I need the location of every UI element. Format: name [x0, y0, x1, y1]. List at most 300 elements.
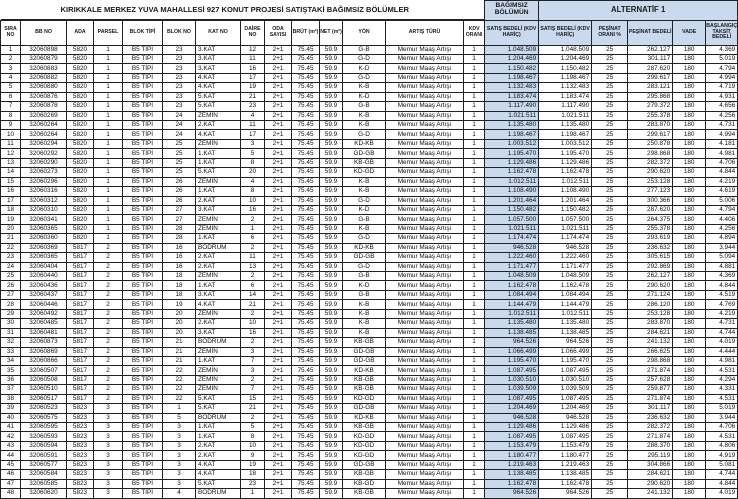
col-pesinat-bedeli-cell: 290.620	[628, 479, 673, 488]
col-kat-no-cell: 5.KAT	[196, 92, 241, 101]
col-pesinat-orani-cell: 25	[592, 177, 628, 186]
col-ada-cell: 5820	[67, 187, 94, 196]
col-artis-turu-cell: Memur Maaş Artışı	[386, 489, 464, 498]
col-daire-no-cell: 2	[241, 309, 265, 318]
table-row	[1, 205, 738, 214]
col-pesinat-bedeli-header: PEŞİNAT BEDELİ	[628, 20, 673, 45]
col-baslangic-taksit-cell: 4.894	[706, 234, 738, 243]
col-vade-cell: 180	[673, 73, 706, 82]
col-satis-bedeli-cell: 1.030.510	[485, 375, 539, 384]
table-row	[1, 224, 738, 233]
col-net-cell: 59.9	[320, 385, 343, 394]
col-brut-cell: 75.45	[292, 366, 320, 375]
col-alt-satis-bedeli-cell: 1.171.477	[539, 262, 592, 271]
col-oda-sayisi-cell: 2+1	[265, 281, 292, 290]
col-pesinat-orani-cell: 25	[592, 300, 628, 309]
col-pesinat-orani-cell: 25	[592, 470, 628, 479]
col-artis-turu-cell: Memur Maaş Artışı	[386, 168, 464, 177]
table-row	[1, 432, 738, 441]
col-vade-cell: 180	[673, 413, 706, 422]
col-baslangic-taksit-cell: 4.519	[706, 290, 738, 299]
col-ada-cell: 5823	[67, 489, 94, 498]
col-artis-turu-cell: Memur Maaş Artışı	[386, 404, 464, 413]
col-oda-sayisi-cell: 2+1	[265, 205, 292, 214]
col-brut-cell: 75.45	[292, 272, 320, 281]
col-oda-sayisi-cell: 2+1	[265, 489, 292, 498]
col-satis-bedeli-cell: 946.528	[485, 243, 539, 252]
col-oda-sayisi-cell: 2+1	[265, 130, 292, 139]
col-baslangic-taksit-cell: 5.019	[706, 54, 738, 63]
col-artis-turu-cell: Memur Maaş Artışı	[386, 64, 464, 73]
col-oda-sayisi-cell: 2+1	[265, 309, 292, 318]
col-brut-header: BRÜT (m²)	[292, 20, 320, 45]
col-alt-satis-bedeli-cell: 1.066.499	[539, 347, 592, 356]
table-row	[1, 281, 738, 290]
col-blok-tipi-cell: B5 TİPİ	[123, 413, 163, 422]
col-vade-cell: 180	[673, 404, 706, 413]
col-kdv-orani-cell: 1	[464, 281, 485, 290]
col-net-cell: 59.9	[320, 394, 343, 403]
col-oda-sayisi-cell: 2+1	[265, 479, 292, 488]
col-sira-no-cell: 29	[1, 309, 21, 318]
col-sira-no-cell: 8	[1, 111, 21, 120]
col-blok-no-cell: 26	[163, 196, 196, 205]
table-row	[1, 158, 738, 167]
col-pesinat-orani-cell: 25	[592, 262, 628, 271]
col-brut-cell: 75.45	[292, 158, 320, 167]
col-artis-turu-cell: Memur Maaş Artışı	[386, 92, 464, 101]
col-artis-turu-cell: Memur Maaş Artışı	[386, 215, 464, 224]
col-blok-no-cell: 26	[163, 187, 196, 196]
col-yon-cell: KD-GD	[343, 441, 386, 450]
col-pesinat-bedeli-cell: 271.124	[628, 290, 673, 299]
col-sira-no-cell: 23	[1, 253, 21, 262]
col-ada-cell: 5820	[67, 102, 94, 111]
col-bb-no-cell: 32060273	[21, 168, 67, 177]
col-daire-no-cell: 21	[241, 404, 265, 413]
col-ada-cell: 5820	[67, 92, 94, 101]
col-blok-no-cell: 3	[163, 460, 196, 469]
col-alt-satis-bedeli-cell: 1.003.512	[539, 139, 592, 148]
col-pesinat-orani-cell: 25	[592, 121, 628, 130]
col-kat-no-cell: 2.KAT	[196, 262, 241, 271]
col-alt-satis-bedeli-cell: 964.526	[539, 338, 592, 347]
table-row	[1, 479, 738, 488]
col-kat-no-cell: 3.KAT	[196, 64, 241, 73]
table-row	[1, 404, 738, 413]
table-row	[1, 375, 738, 384]
col-blok-tipi-cell: B5 TİPİ	[123, 460, 163, 469]
col-net-cell: 59.9	[320, 413, 343, 422]
col-kat-no-cell: 3.KAT	[196, 328, 241, 337]
col-parsel-cell: 2	[94, 394, 123, 403]
col-alt-satis-bedeli-cell: 1.144.479	[539, 300, 592, 309]
column-header-row	[1, 20, 738, 45]
col-daire-no-cell: 9	[241, 451, 265, 460]
col-satis-bedeli-header: SATIŞ BEDELİ (KDV HARİÇ)	[485, 20, 539, 45]
col-pesinat-bedeli-cell: 271.874	[628, 366, 673, 375]
col-vade-cell: 180	[673, 423, 706, 432]
col-blok-tipi-cell: B5 TİPİ	[123, 187, 163, 196]
col-baslangic-taksit-cell: 4.444	[706, 347, 738, 356]
col-alt-satis-bedeli-cell: 1.048.509	[539, 272, 592, 281]
col-pesinat-orani-cell: 25	[592, 234, 628, 243]
col-net-cell: 59.9	[320, 243, 343, 252]
col-net-cell: 59.9	[320, 451, 343, 460]
col-daire-no-cell: 7	[241, 385, 265, 394]
col-baslangic-taksit-cell: 4.019	[706, 489, 738, 498]
col-kat-no-cell: 2.KAT	[196, 121, 241, 130]
col-oda-sayisi-cell: 2+1	[265, 234, 292, 243]
col-kdv-orani-cell: 1	[464, 394, 485, 403]
col-pesinat-orani-cell: 25	[592, 168, 628, 177]
col-pesinat-bedeli-cell: 262.127	[628, 45, 673, 54]
col-ada-cell: 5817	[67, 243, 94, 252]
col-pesinat-orani-cell: 25	[592, 83, 628, 92]
col-vade-cell: 180	[673, 83, 706, 92]
col-ada-cell: 5823	[67, 470, 94, 479]
col-blok-tipi-cell: B5 TİPİ	[123, 470, 163, 479]
col-yon-cell: KB-GD	[343, 479, 386, 488]
col-bb-no-cell: 32060594	[21, 441, 67, 450]
col-satis-bedeli-cell: 1.066.499	[485, 347, 539, 356]
col-daire-no-cell: 17	[241, 130, 265, 139]
col-baslangic-taksit-cell: 4.931	[706, 92, 738, 101]
col-ada-header: ADA	[67, 20, 94, 45]
col-brut-cell: 75.45	[292, 347, 320, 356]
col-sira-no-cell: 28	[1, 300, 21, 309]
col-sira-no-cell: 35	[1, 366, 21, 375]
col-bb-no-cell: 32060341	[21, 215, 67, 224]
col-kat-no-cell: 2.KAT	[196, 319, 241, 328]
col-artis-turu-cell: Memur Maaş Artışı	[386, 451, 464, 460]
col-kat-no-cell: 4.KAT	[196, 73, 241, 82]
col-baslangic-taksit-cell: 4.219	[706, 309, 738, 318]
col-bb-no-cell: 32060620	[21, 489, 67, 498]
col-blok-tipi-cell: B5 TİPİ	[123, 83, 163, 92]
col-alt-satis-bedeli-cell: 1.129.486	[539, 423, 592, 432]
col-ada-cell: 5817	[67, 394, 94, 403]
col-blok-no-cell: 5	[163, 413, 196, 422]
col-sira-no-cell: 37	[1, 385, 21, 394]
col-pesinat-orani-cell: 25	[592, 451, 628, 460]
col-baslangic-taksit-cell: 4.019	[706, 338, 738, 347]
col-alt-satis-bedeli-cell: 964.526	[539, 489, 592, 498]
col-satis-bedeli-cell: 1.204.469	[485, 404, 539, 413]
col-vade-cell: 180	[673, 243, 706, 252]
col-kdv-orani-cell: 1	[464, 168, 485, 177]
col-baslangic-taksit-cell: 5.094	[706, 253, 738, 262]
table-row	[1, 300, 738, 309]
col-alt-satis-bedeli-cell: 1.183.474	[539, 92, 592, 101]
col-blok-no-cell: 24	[163, 130, 196, 139]
col-kat-no-cell: 3.KAT	[196, 290, 241, 299]
col-ada-cell: 5820	[67, 111, 94, 120]
col-alt-satis-bedeli-cell: 1.048.509	[539, 45, 592, 54]
col-blok-tipi-cell: B5 TİPİ	[123, 272, 163, 281]
table-row	[1, 328, 738, 337]
col-oda-sayisi-cell: 2+1	[265, 187, 292, 196]
col-baslangic-taksit-cell: 4.369	[706, 272, 738, 281]
col-ada-cell: 5817	[67, 272, 94, 281]
document-title: KIRIKKALE MERKEZ YUVA MAHALLESİ 927 KONUT PROJESİ SATIŞTAKİ BAĞIMSIZ BÖLÜMLER	[1, 1, 485, 20]
col-satis-bedeli-cell: 1.012.511	[485, 177, 539, 186]
col-oda-sayisi-cell: 2+1	[265, 224, 292, 233]
col-baslangic-taksit-cell: 4.706	[706, 423, 738, 432]
col-daire-no-cell: 11	[241, 121, 265, 130]
col-pesinat-bedeli-cell: 282.372	[628, 158, 673, 167]
col-kat-no-cell: ZEMİN	[196, 224, 241, 233]
col-sira-no-cell: 31	[1, 328, 21, 337]
col-oda-sayisi-cell: 2+1	[265, 470, 292, 479]
col-vade-cell: 180	[673, 328, 706, 337]
col-artis-turu-cell: Memur Maaş Artışı	[386, 385, 464, 394]
col-sira-no-cell: 27	[1, 290, 21, 299]
col-yon-cell: KD-GD	[343, 394, 386, 403]
col-yon-cell: G-B	[343, 102, 386, 111]
col-kdv-orani-cell: 1	[464, 54, 485, 63]
table-row	[1, 272, 738, 281]
col-yon-cell: G-B	[343, 45, 386, 54]
col-net-cell: 59.9	[320, 281, 343, 290]
col-blok-tipi-cell: B5 TİPİ	[123, 347, 163, 356]
col-bb-no-cell: 32060873	[21, 338, 67, 347]
col-satis-bedeli-cell: 1.003.512	[485, 139, 539, 148]
col-brut-cell: 75.45	[292, 375, 320, 384]
col-net-cell: 59.9	[320, 300, 343, 309]
col-ada-cell: 5820	[67, 149, 94, 158]
col-ada-cell: 5823	[67, 423, 94, 432]
col-blok-no-cell: 20	[163, 328, 196, 337]
col-artis-turu-cell: Memur Maaş Artışı	[386, 432, 464, 441]
col-bb-no-cell: 32060365	[21, 224, 67, 233]
col-baslangic-taksit-cell: 4.981	[706, 149, 738, 158]
col-vade-cell: 180	[673, 290, 706, 299]
col-bb-no-cell: 32060269	[21, 111, 67, 120]
col-blok-no-cell: 25	[163, 158, 196, 167]
col-pesinat-orani-cell: 25	[592, 272, 628, 281]
col-parsel-cell: 1	[94, 234, 123, 243]
col-ada-cell: 5823	[67, 451, 94, 460]
col-satis-bedeli-cell: 1.087.495	[485, 432, 539, 441]
col-alt-satis-bedeli-cell: 1.219.463	[539, 460, 592, 469]
col-satis-bedeli-cell: 1.153.479	[485, 441, 539, 450]
col-artis-turu-cell: Memur Maaş Artışı	[386, 281, 464, 290]
col-alt-satis-bedeli-cell: 1.108.490	[539, 187, 592, 196]
col-pesinat-bedeli-cell: 284.621	[628, 470, 673, 479]
col-brut-cell: 75.45	[292, 73, 320, 82]
col-alt-satis-bedeli-cell: 1.132.483	[539, 83, 592, 92]
col-pesinat-bedeli-cell: 253.128	[628, 309, 673, 318]
col-baslangic-taksit-cell: 4.531	[706, 366, 738, 375]
col-kat-no-cell: ZEMİN	[196, 385, 241, 394]
col-daire-no-cell: 23	[241, 479, 265, 488]
col-daire-no-cell: 8	[241, 158, 265, 167]
col-parsel-cell: 2	[94, 290, 123, 299]
col-net-cell: 59.9	[320, 262, 343, 271]
col-yon-cell: G-B	[343, 272, 386, 281]
col-satis-bedeli-cell: 1.021.511	[485, 224, 539, 233]
col-blok-tipi-cell: B5 TİPİ	[123, 385, 163, 394]
col-kdv-orani-cell: 1	[464, 102, 485, 111]
col-vade-cell: 180	[673, 385, 706, 394]
col-satis-bedeli-cell: 1.087.495	[485, 394, 539, 403]
col-blok-no-cell: 23	[163, 102, 196, 111]
col-oda-sayisi-cell: 2+1	[265, 394, 292, 403]
col-kdv-orani-header: KDV ORANI	[464, 20, 485, 45]
col-blok-no-cell: 16	[163, 262, 196, 271]
col-net-cell: 59.9	[320, 338, 343, 347]
col-alt-satis-bedeli-cell: 1.021.511	[539, 111, 592, 120]
col-vade-cell: 180	[673, 338, 706, 347]
col-artis-turu-cell: Memur Maaş Artışı	[386, 460, 464, 469]
col-kat-no-cell: 4.KAT	[196, 460, 241, 469]
table-row	[1, 64, 738, 73]
col-net-cell: 59.9	[320, 489, 343, 498]
col-kat-no-cell: 1.KAT	[196, 158, 241, 167]
col-pesinat-bedeli-cell: 282.372	[628, 423, 673, 432]
col-sira-no-cell: 5	[1, 83, 21, 92]
col-ada-cell: 5817	[67, 262, 94, 271]
col-kdv-orani-cell: 1	[464, 404, 485, 413]
col-baslangic-taksit-cell: 4.531	[706, 394, 738, 403]
col-vade-cell: 180	[673, 479, 706, 488]
col-sira-no-cell: 24	[1, 262, 21, 271]
col-artis-turu-cell: Memur Maaş Artışı	[386, 83, 464, 92]
col-pesinat-orani-cell: 25	[592, 102, 628, 111]
col-brut-cell: 75.45	[292, 121, 320, 130]
col-net-cell: 59.9	[320, 253, 343, 262]
col-blok-tipi-cell: B5 TİPİ	[123, 102, 163, 111]
col-vade-cell: 180	[673, 177, 706, 186]
col-ada-cell: 5817	[67, 366, 94, 375]
col-pesinat-orani-cell: 25	[592, 92, 628, 101]
col-satis-bedeli-cell: 1.048.509	[485, 45, 539, 54]
col-daire-no-cell: 10	[241, 196, 265, 205]
col-blok-tipi-cell: B5 TİPİ	[123, 262, 163, 271]
col-pesinat-bedeli-cell: 290.620	[628, 281, 673, 290]
col-blok-no-cell: 25	[163, 149, 196, 158]
col-oda-sayisi-cell: 2+1	[265, 423, 292, 432]
col-sira-no-cell: 39	[1, 404, 21, 413]
col-sira-no-cell: 47	[1, 479, 21, 488]
col-yon-cell: KB-GB	[343, 489, 386, 498]
col-baslangic-taksit-cell: 5.081	[706, 460, 738, 469]
col-baslangic-taksit-cell: 4.731	[706, 121, 738, 130]
col-parsel-cell: 2	[94, 243, 123, 252]
col-satis-bedeli-cell: 1.195.470	[485, 149, 539, 158]
col-brut-cell: 75.45	[292, 205, 320, 214]
col-ada-cell: 5817	[67, 290, 94, 299]
col-brut-cell: 75.45	[292, 224, 320, 233]
col-bb-no-cell: 32060446	[21, 300, 67, 309]
col-oda-sayisi-cell: 2+1	[265, 328, 292, 337]
col-brut-cell: 75.45	[292, 111, 320, 120]
col-vade-cell: 180	[673, 356, 706, 365]
col-artis-turu-cell: Memur Maaş Artışı	[386, 479, 464, 488]
col-parsel-cell: 1	[94, 54, 123, 63]
col-pesinat-orani-cell: 25	[592, 111, 628, 120]
col-ada-cell: 5823	[67, 413, 94, 422]
col-oda-sayisi-cell: 2+1	[265, 441, 292, 450]
col-pesinat-orani-cell: 25	[592, 149, 628, 158]
col-pesinat-orani-cell: 25	[592, 432, 628, 441]
col-alt-satis-bedeli-cell: 1.087.495	[539, 394, 592, 403]
col-vade-cell: 180	[673, 347, 706, 356]
col-sira-no-cell: 2	[1, 54, 21, 63]
col-yon-cell: G-B	[343, 215, 386, 224]
col-kat-no-cell: ZEMİN	[196, 375, 241, 384]
col-brut-cell: 75.45	[292, 243, 320, 252]
col-blok-no-cell: 20	[163, 319, 196, 328]
col-ada-cell: 5817	[67, 319, 94, 328]
table-row	[1, 121, 738, 130]
col-artis-turu-cell: Memur Maaş Artışı	[386, 243, 464, 252]
col-pesinat-orani-cell: 25	[592, 356, 628, 365]
col-alt-satis-bedeli-cell: 1.135.480	[539, 319, 592, 328]
col-baslangic-taksit-cell: 4.369	[706, 45, 738, 54]
col-satis-bedeli-cell: 946.528	[485, 413, 539, 422]
col-satis-bedeli-cell: 1.198.467	[485, 73, 539, 82]
col-pesinat-orani-cell: 25	[592, 404, 628, 413]
col-pesinat-bedeli-cell: 295.868	[628, 92, 673, 101]
col-net-cell: 59.9	[320, 177, 343, 186]
col-yon-cell: KB-GB	[343, 470, 386, 479]
col-blok-no-cell: 23	[163, 45, 196, 54]
col-blok-tipi-cell: B5 TİPİ	[123, 158, 163, 167]
col-vade-cell: 180	[673, 366, 706, 375]
col-yon-cell: K-D	[343, 64, 386, 73]
col-blok-no-cell: 28	[163, 224, 196, 233]
col-brut-cell: 75.45	[292, 460, 320, 469]
table-row	[1, 441, 738, 450]
col-ada-cell: 5820	[67, 54, 94, 63]
col-ada-cell: 5817	[67, 375, 94, 384]
col-net-cell: 59.9	[320, 460, 343, 469]
col-yon-cell: K-D	[343, 205, 386, 214]
table-row	[1, 366, 738, 375]
col-bb-no-cell: 32060264	[21, 130, 67, 139]
col-parsel-cell: 2	[94, 262, 123, 271]
table-row	[1, 234, 738, 243]
table-row	[1, 187, 738, 196]
col-net-cell: 59.9	[320, 158, 343, 167]
col-baslangic-taksit-cell: 4.731	[706, 319, 738, 328]
col-sira-no-cell: 25	[1, 272, 21, 281]
col-baslangic-taksit-cell: 4.256	[706, 111, 738, 120]
col-kat-no-cell: 1.KAT	[196, 281, 241, 290]
col-ada-cell: 5817	[67, 347, 94, 356]
col-yon-cell: KB-GB	[343, 158, 386, 167]
col-bb-no-cell: 32060869	[21, 347, 67, 356]
col-kat-no-cell: ZEMİN	[196, 177, 241, 186]
col-blok-no-cell: 23	[163, 83, 196, 92]
col-yon-cell: KD-GD	[343, 168, 386, 177]
col-alt-satis-bedeli-cell: 1.150.482	[539, 64, 592, 73]
col-parsel-cell: 3	[94, 460, 123, 469]
col-brut-cell: 75.45	[292, 470, 320, 479]
col-parsel-cell: 1	[94, 64, 123, 73]
col-parsel-cell: 1	[94, 45, 123, 54]
col-net-cell: 59.9	[320, 149, 343, 158]
col-ada-cell: 5820	[67, 215, 94, 224]
col-satis-bedeli-cell: 1.138.485	[485, 328, 539, 337]
table-row	[1, 243, 738, 252]
col-net-cell: 59.9	[320, 168, 343, 177]
col-daire-no-cell: 1	[241, 224, 265, 233]
col-parsel-cell: 3	[94, 489, 123, 498]
col-oda-sayisi-cell: 2+1	[265, 92, 292, 101]
